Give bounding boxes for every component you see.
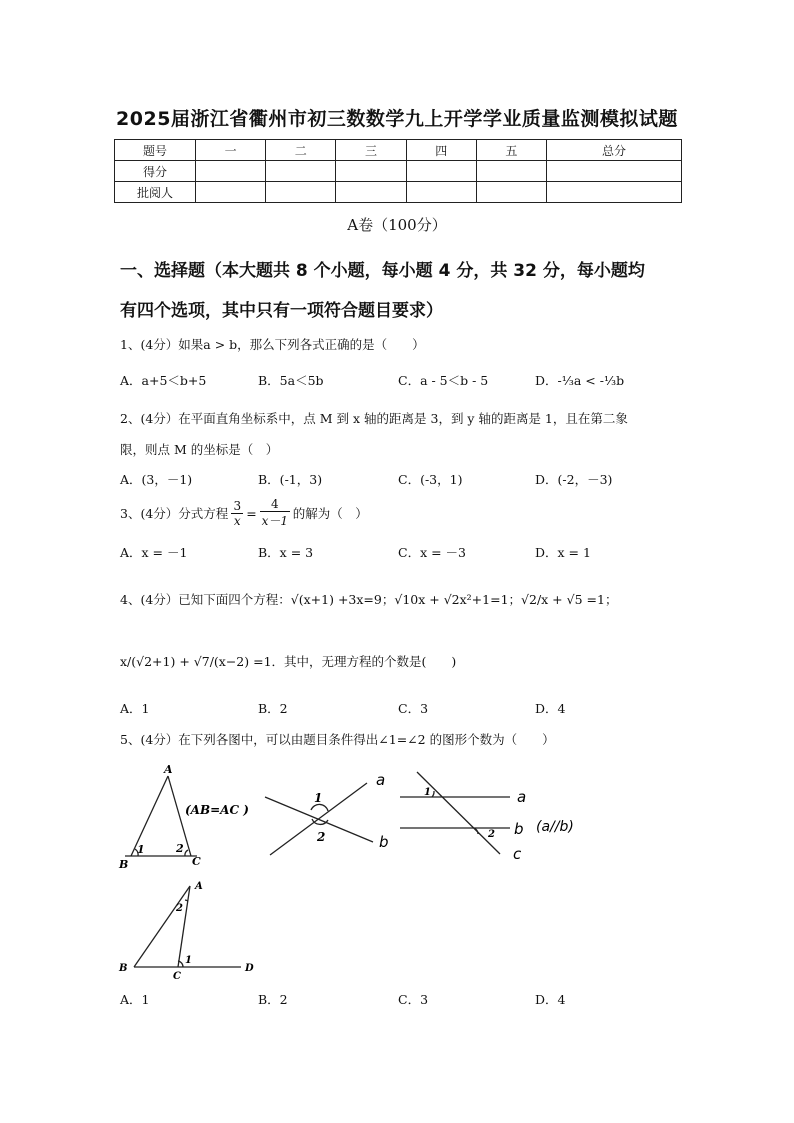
angle-2-label: 2 xyxy=(176,903,183,914)
fraction-2 xyxy=(260,497,290,529)
score-cell[interactable] xyxy=(336,182,406,203)
label-c: C xyxy=(192,855,201,868)
angle-2-label: 2 xyxy=(176,842,184,855)
fraction-1-den: x xyxy=(233,513,241,528)
question-5-stem: 5、(4分）在下列各图中，可以由题目条件得出∠1=∠2 的图形个数为（ ） xyxy=(120,732,555,747)
option-b[interactable]: B．2 xyxy=(258,701,288,716)
line-c-label: c xyxy=(513,845,522,863)
score-cell[interactable] xyxy=(266,161,336,182)
fraction-2-num: 4 xyxy=(270,497,279,511)
score-table xyxy=(114,139,682,203)
line-b-label: b xyxy=(514,820,524,838)
option-c[interactable]: C．3 xyxy=(398,992,429,1007)
line-a-label: a xyxy=(517,788,527,806)
angle-2-arc xyxy=(185,850,188,856)
option-a[interactable]: A．1 xyxy=(120,701,150,716)
side-ba xyxy=(134,886,190,967)
score-header-cell: 五 xyxy=(476,140,546,161)
section-subtitle: A卷（100分） xyxy=(347,216,447,234)
angle-1-label: 1 xyxy=(424,787,431,798)
option-a[interactable]: A．a+5＜b+5 xyxy=(120,373,207,388)
section-heading-line1: 一、选择题（本大题共 8 个小题，每小题 4 分，共 32 分，每小题均 xyxy=(120,261,645,281)
score-cell[interactable] xyxy=(476,161,546,182)
score-header-cell: 二 xyxy=(266,140,336,161)
score-row-label: 批阅人 xyxy=(115,182,196,203)
condition-label: (a//b) xyxy=(536,819,574,835)
angle-2-label: 2 xyxy=(488,829,495,840)
condition-label: (AB=AC ) xyxy=(185,803,249,817)
score-cell[interactable] xyxy=(196,161,266,182)
angle-1-label: 1 xyxy=(185,955,192,966)
option-c[interactable]: C．3 xyxy=(398,701,429,716)
score-header-cell: 三 xyxy=(336,140,406,161)
score-header-cell: 题号 xyxy=(115,140,196,161)
option-a[interactable]: A．x = －1 xyxy=(120,545,188,560)
angle-1-label: 1 xyxy=(314,791,323,805)
option-d[interactable]: D．4 xyxy=(535,992,566,1007)
score-cell[interactable] xyxy=(547,161,682,182)
score-cell[interactable] xyxy=(406,161,476,182)
question-3-prefix: 3、(4分）分式方程 xyxy=(120,506,229,521)
figure-parallel-lines xyxy=(400,772,510,854)
score-table-header-row xyxy=(115,140,682,161)
fraction-1 xyxy=(231,499,243,528)
section-heading-line2: 有四个选项，其中只有一项符合题目要求） xyxy=(120,301,443,321)
score-cell[interactable] xyxy=(547,182,682,203)
option-b[interactable]: B．(-1，3) xyxy=(258,472,323,487)
question-4-stem-line1: 4、(4分）已知下面四个方程：√(x+1) +3x=9；√10x + √2x²+1=1；√2/x + √5 =1； xyxy=(120,592,618,607)
fraction-2-den: x－1 xyxy=(261,514,288,528)
question-2-stem-line1: 2、(4分）在平面直角坐标系中，点 M 到 x 轴的距离是 3，到 y 轴的距离是 1，且在第二象 xyxy=(120,411,628,426)
angle-2-arc xyxy=(185,900,188,901)
score-cell[interactable] xyxy=(196,182,266,203)
option-c[interactable]: C．a - 5＜b - 5 xyxy=(398,373,489,388)
angle-1-arc xyxy=(311,804,328,811)
option-a[interactable]: A．(3，－1) xyxy=(120,472,193,487)
question-3-suffix: 的解为（ ） xyxy=(292,506,368,521)
label-b: B xyxy=(119,963,128,974)
line-a-label: a xyxy=(376,771,386,789)
option-c[interactable]: C．x = －3 xyxy=(398,545,466,560)
line-c xyxy=(417,772,500,854)
score-row-label: 得分 xyxy=(115,161,196,182)
question-1-stem: 1、(4分）如果a > b，那么下列各式正确的是（ ） xyxy=(120,337,425,352)
option-c[interactable]: C．(-3，1) xyxy=(398,472,463,487)
option-a[interactable]: A．1 xyxy=(120,992,150,1007)
equals-sign: = xyxy=(246,505,257,521)
option-d[interactable]: D．-⅓a < -⅓b xyxy=(535,373,625,388)
score-header-cell: 四 xyxy=(406,140,476,161)
score-table-row xyxy=(115,161,682,182)
score-header-cell: 一 xyxy=(196,140,266,161)
fraction-1-num: 3 xyxy=(233,498,242,513)
option-d[interactable]: D．4 xyxy=(535,701,566,716)
page-title: 2025届浙江省衢州市初三数数学九上开学学业质量监测模拟试题 xyxy=(116,108,678,130)
angle-2-label: 2 xyxy=(317,830,326,844)
option-d[interactable]: D．(-2，－3) xyxy=(535,472,613,487)
label-b: B xyxy=(119,858,129,871)
score-cell[interactable] xyxy=(336,161,406,182)
option-d[interactable]: D．x = 1 xyxy=(535,545,591,560)
question-5-figures xyxy=(0,758,794,1018)
score-cell[interactable] xyxy=(406,182,476,203)
option-b[interactable]: B．2 xyxy=(258,992,288,1007)
score-cell[interactable] xyxy=(266,182,336,203)
label-d: D xyxy=(245,963,254,974)
angle-1-arc xyxy=(432,791,434,797)
score-header-cell: 总分 xyxy=(547,140,682,161)
score-table-row xyxy=(115,182,682,203)
score-cell[interactable] xyxy=(476,182,546,203)
line-b-label: b xyxy=(379,833,389,851)
question-2-stem-line2: 限，则点 M 的坐标是（ ） xyxy=(120,442,279,457)
option-b[interactable]: B．5a＜5b xyxy=(258,373,324,388)
question-4-stem-line2: x/(√2+1) + √7/(x−2) =1．其中，无理方程的个数是( ) xyxy=(120,654,457,669)
label-a: A xyxy=(195,881,203,892)
option-b[interactable]: B．x = 3 xyxy=(258,545,314,560)
question-3-stem xyxy=(120,497,368,529)
label-c: C xyxy=(173,971,181,982)
label-a: A xyxy=(164,763,173,776)
angle-1-label: 1 xyxy=(137,843,145,856)
